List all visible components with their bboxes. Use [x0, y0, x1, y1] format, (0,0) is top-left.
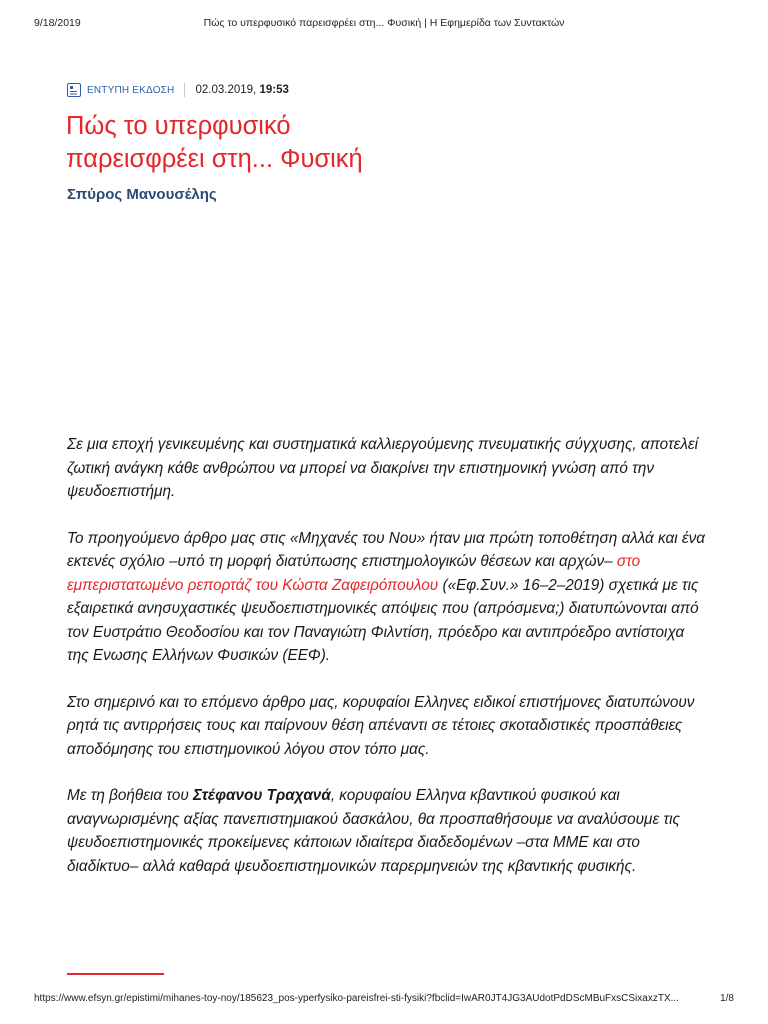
highlighted-name: Στέφανου Τραχανά: [192, 787, 331, 804]
publish-time: 19:53: [259, 84, 289, 96]
print-page-title: Πώς το υπερφυσικό παρεισφρέει στη... Φυσική | Η Εφημερίδα των Συντακτών: [203, 17, 565, 29]
print-date: 9/18/2019: [34, 17, 81, 29]
section-divider: [67, 973, 164, 975]
paragraph-4-end: , κορυφαίου Ελληνα κβαντικού φυσικού και αναγνωρισμένης αξίας πανεπιστημιακού δασκάλου, θα προσπαθήσουμε να αναλύσουμε τις ψευδοεπιστημονικές προκείμενες κάποιων ιδιαίτερα διαδεδομένων –στα ΜΜΕ και στο διαδίκτυο– αλλά καθαρά ψευδοεπιστημονικών παρερμηνειών της κβαντικής φυσικής.: [67, 787, 680, 875]
publish-date-value: 02.03.2019,: [195, 84, 257, 96]
print-edition-link[interactable]: ΕΝΤΥΠΗ ΕΚΔΟΣΗ: [87, 84, 175, 96]
publish-date: [195, 84, 288, 96]
article-headline: [66, 110, 586, 176]
print-url: https://www.efsyn.gr/epistimi/mihanes-toy-noy/185623_pos-yperfysiko-pareisfrei-sti-fysiki?fbclid=IwAR0JT4JG3AUdotPdDScMBuFxsCSixaxzTX...: [34, 993, 679, 1004]
paragraph-2-end: («Εφ.Συν.» 16–2–2019) σχετικά με τις εξαιρετικά ανησυχαστικές ψευδοεπιστημονικές απόψεις που (απρόσμενα;) διατυπώνονται από τον Ευστράτιο Θεοδοσίου και τον Παναγιώτη Φιλντίση, πρόεδρο και αντιπρόεδρο αντίστοιχα της Ενωσης Ελλήνων Φυσικών (ΕΕΦ).: [67, 576, 699, 664]
paragraph-1: Σε μια εποχή γενικευμένης και συστηματικά καλλιεργούμενης πνευματικής σύγχυσης, αποτελεί ζωτική ανάγκη κάθε ανθρώπου να μπορεί να διακρίνει την επιστημονική γνώση από την ψευδοεπιστήμη.: [67, 436, 699, 500]
article-meta: [67, 82, 289, 98]
print-footer: [0, 993, 768, 1007]
newspaper-icon: [67, 83, 81, 97]
report-link[interactable]: στο εμπεριστατωμένο ρεπορτάζ του Κώστα Ζαφειρόπουλου: [67, 553, 641, 594]
meta-divider: [184, 83, 185, 97]
headline-line-1: Πώς το υπερφυσικό: [66, 112, 291, 140]
article-body: [67, 433, 707, 901]
paragraph-4-start: Με τη βοήθεια του: [67, 787, 193, 804]
paragraph-2-start: Το προηγούμενο άρθρο μας στις «Μηχανές του Νου» ήταν μια πρώτη τοποθέτηση αλλά και ένα εκτενές σχόλιο –υπό τη μορφή διατύπωσης επιστημολογικών θέσεων και αρχών–: [67, 529, 705, 570]
print-header: [0, 17, 768, 31]
paragraph-4: [67, 784, 707, 878]
author-link[interactable]: Σπύρος Μανουσέλης: [67, 186, 217, 203]
paragraph-3: Στο σημερινό και το επόμενο άρθρο μας, κορυφαίοι Ελληνες ειδικοί επιστήμονες διατυπώνουν ρητά τις αντιρρήσεις τους και παίρνουν θέση απέναντι σε τέτοιες σκοταδιστικές προσπάθειες αποδόμησης του επιστημονικού λόγου στον τόπο μας.: [67, 693, 695, 758]
page-number: 1/8: [720, 993, 734, 1004]
headline-line-2: παρεισφρέει στη... Φυσική: [66, 145, 363, 173]
paragraph-2: [67, 527, 707, 668]
